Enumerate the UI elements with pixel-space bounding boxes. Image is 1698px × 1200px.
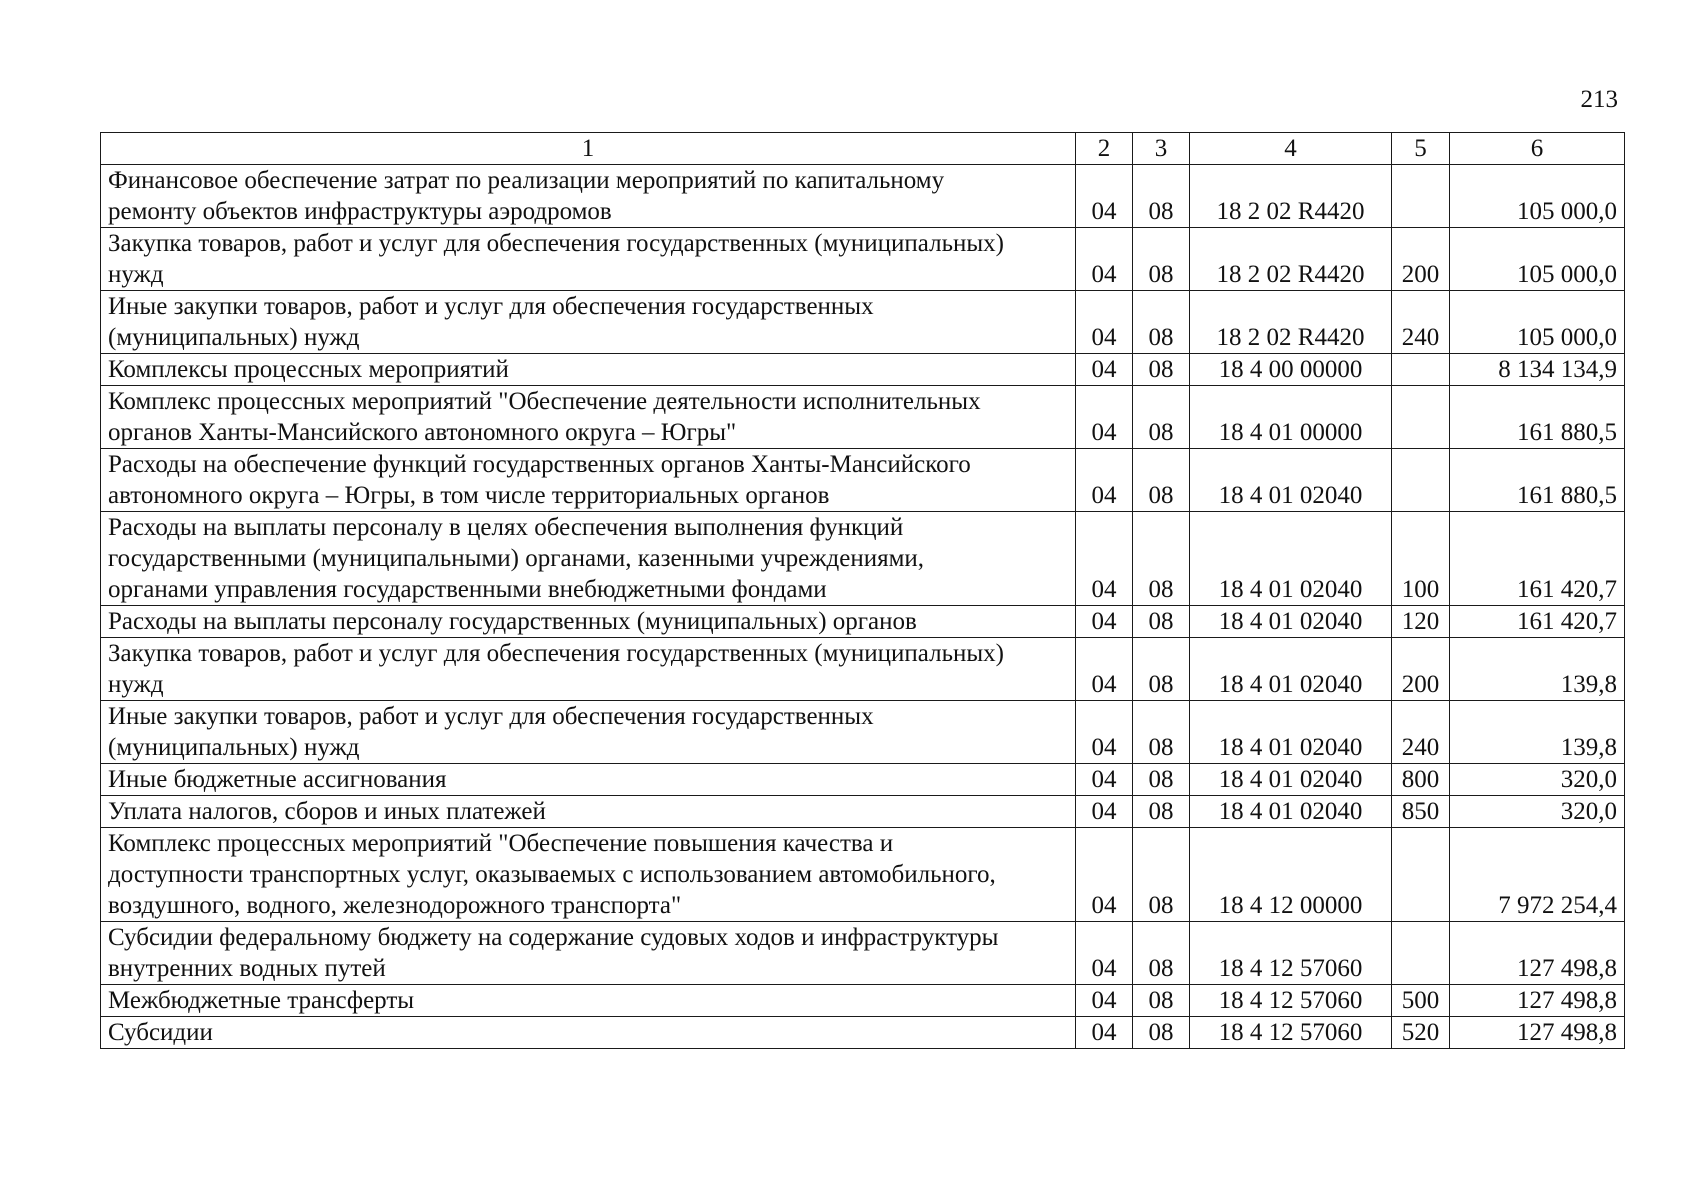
- subsection-code-cell: 08: [1133, 922, 1190, 985]
- item-name-line: Межбюджетные трансферты: [108, 987, 415, 1014]
- item-name-cell: [101, 828, 1076, 922]
- subsection-code-cell: 08: [1133, 291, 1190, 354]
- item-name-line: Закупка товаров, работ и услуг для обеспечения государственных (муниципальных): [108, 640, 1004, 667]
- target-article-cell: 18 4 01 02040: [1190, 606, 1392, 638]
- subsection-code-cell: 08: [1133, 606, 1190, 638]
- item-name-cell: [101, 701, 1076, 764]
- target-article-cell: 18 4 01 02040: [1190, 638, 1392, 701]
- amount-cell: 320,0: [1450, 764, 1625, 796]
- item-name-line: Уплата налогов, сборов и иных платежей: [108, 798, 546, 825]
- section-code-cell: 04: [1076, 796, 1133, 828]
- item-name-line: ремонту объектов инфраструктуры аэродромов: [108, 198, 612, 225]
- amount-cell: 7 972 254,4: [1450, 828, 1625, 922]
- item-name-line: Расходы на обеспечение функций государственных органов Ханты-Мансийского: [108, 451, 971, 478]
- subsection-code-cell: 08: [1133, 985, 1190, 1017]
- column-header: 5: [1392, 133, 1450, 165]
- expense-type-cell: 100: [1392, 512, 1450, 606]
- subsection-code-cell: 08: [1133, 165, 1190, 228]
- section-code-cell: 04: [1076, 638, 1133, 701]
- subsection-code-cell: 08: [1133, 1017, 1190, 1049]
- amount-cell: 161 420,7: [1450, 512, 1625, 606]
- page-number: 213: [1580, 86, 1618, 113]
- item-name-line: Закупка товаров, работ и услуг для обеспечения государственных (муниципальных): [108, 230, 1004, 257]
- amount-cell: 139,8: [1450, 638, 1625, 701]
- table-row: [101, 796, 1625, 828]
- expense-type-cell: [1392, 922, 1450, 985]
- amount-cell: 105 000,0: [1450, 291, 1625, 354]
- target-article-cell: 18 4 00 00000: [1190, 354, 1392, 386]
- subsection-code-cell: 08: [1133, 828, 1190, 922]
- target-article-cell: 18 2 02 R4420: [1190, 228, 1392, 291]
- amount-cell: 320,0: [1450, 796, 1625, 828]
- item-name-line: нужд: [108, 261, 164, 288]
- item-name-line: государственными (муниципальными) органами, казенными учреждениями,: [108, 545, 925, 572]
- item-name-line: автономного округа – Югры, в том числе территориальных органов: [108, 482, 830, 509]
- item-name-line: органами управления государственными внебюджетными фондами: [108, 576, 827, 603]
- expense-type-cell: [1392, 165, 1450, 228]
- item-name-cell: [101, 1017, 1076, 1049]
- table-row: [101, 165, 1625, 228]
- amount-cell: 105 000,0: [1450, 165, 1625, 228]
- item-name-cell: [101, 606, 1076, 638]
- target-article-cell: 18 4 01 02040: [1190, 512, 1392, 606]
- item-name-line: (муниципальных) нужд: [108, 324, 360, 351]
- amount-cell: 139,8: [1450, 701, 1625, 764]
- item-name-cell: [101, 291, 1076, 354]
- expense-type-cell: 120: [1392, 606, 1450, 638]
- column-header: 2: [1076, 133, 1133, 165]
- table-row: [101, 764, 1625, 796]
- target-article-cell: 18 4 01 02040: [1190, 764, 1392, 796]
- section-code-cell: 04: [1076, 354, 1133, 386]
- subsection-code-cell: 08: [1133, 449, 1190, 512]
- section-code-cell: 04: [1076, 512, 1133, 606]
- item-name-line: воздушного, водного, железнодорожного транспорта": [108, 892, 682, 919]
- item-name-line: Расходы на выплаты персоналу государственных (муниципальных) органов: [108, 608, 917, 635]
- target-article-cell: 18 4 12 57060: [1190, 985, 1392, 1017]
- amount-cell: 8 134 134,9: [1450, 354, 1625, 386]
- item-name-line: органов Ханты-Мансийского автономного округа – Югры": [108, 419, 737, 446]
- table-row: [101, 228, 1625, 291]
- expense-type-cell: 200: [1392, 228, 1450, 291]
- amount-cell: 127 498,8: [1450, 922, 1625, 985]
- subsection-code-cell: 08: [1133, 354, 1190, 386]
- budget-table: [100, 132, 1625, 1049]
- section-code-cell: 04: [1076, 1017, 1133, 1049]
- table-header-row: [101, 133, 1625, 165]
- expense-type-cell: 240: [1392, 291, 1450, 354]
- expense-type-cell: 240: [1392, 701, 1450, 764]
- item-name-line: Расходы на выплаты персоналу в целях обеспечения выполнения функций: [108, 514, 904, 541]
- item-name-line: Субсидии федеральному бюджету на содержание судовых ходов и инфраструктуры: [108, 924, 999, 951]
- expense-type-cell: 800: [1392, 764, 1450, 796]
- expense-type-cell: 500: [1392, 985, 1450, 1017]
- item-name-line: доступности транспортных услуг, оказываемых с использованием автомобильного,: [108, 861, 996, 888]
- subsection-code-cell: 08: [1133, 701, 1190, 764]
- section-code-cell: 04: [1076, 606, 1133, 638]
- column-header: 3: [1133, 133, 1190, 165]
- section-code-cell: 04: [1076, 228, 1133, 291]
- section-code-cell: 04: [1076, 922, 1133, 985]
- subsection-code-cell: 08: [1133, 512, 1190, 606]
- item-name-line: Комплексы процессных мероприятий: [108, 356, 509, 383]
- item-name-cell: [101, 796, 1076, 828]
- subsection-code-cell: 08: [1133, 638, 1190, 701]
- section-code-cell: 04: [1076, 985, 1133, 1017]
- item-name-line: внутренних водных путей: [108, 955, 386, 982]
- table-row: [101, 291, 1625, 354]
- target-article-cell: 18 4 01 02040: [1190, 796, 1392, 828]
- section-code-cell: 04: [1076, 764, 1133, 796]
- target-article-cell: 18 4 01 02040: [1190, 449, 1392, 512]
- subsection-code-cell: 08: [1133, 386, 1190, 449]
- target-article-cell: 18 4 12 57060: [1190, 922, 1392, 985]
- expense-type-cell: [1392, 354, 1450, 386]
- item-name-line: Комплекс процессных мероприятий "Обеспечение деятельности исполнительных: [108, 388, 981, 415]
- table-row: [101, 354, 1625, 386]
- target-article-cell: 18 2 02 R4420: [1190, 291, 1392, 354]
- target-article-cell: 18 2 02 R4420: [1190, 165, 1392, 228]
- item-name-line: Иные закупки товаров, работ и услуг для обеспечения государственных: [108, 703, 874, 730]
- item-name-cell: [101, 228, 1076, 291]
- item-name-cell: [101, 922, 1076, 985]
- target-article-cell: 18 4 12 57060: [1190, 1017, 1392, 1049]
- item-name-line: нужд: [108, 671, 164, 698]
- item-name-line: Иные бюджетные ассигнования: [108, 766, 447, 793]
- amount-cell: 161 880,5: [1450, 449, 1625, 512]
- item-name-line: Субсидии: [108, 1019, 213, 1046]
- column-header: 1: [101, 133, 1076, 165]
- column-header: 6: [1450, 133, 1625, 165]
- amount-cell: 161 420,7: [1450, 606, 1625, 638]
- table-row: [101, 1017, 1625, 1049]
- subsection-code-cell: 08: [1133, 796, 1190, 828]
- item-name-cell: [101, 764, 1076, 796]
- item-name-line: Финансовое обеспечение затрат по реализации мероприятий по капитальному: [108, 167, 945, 194]
- section-code-cell: 04: [1076, 291, 1133, 354]
- section-code-cell: 04: [1076, 701, 1133, 764]
- expense-type-cell: [1392, 828, 1450, 922]
- table-row: [101, 606, 1625, 638]
- column-header: 4: [1190, 133, 1392, 165]
- subsection-code-cell: 08: [1133, 228, 1190, 291]
- table-row: [101, 512, 1625, 606]
- section-code-cell: 04: [1076, 449, 1133, 512]
- amount-cell: 161 880,5: [1450, 386, 1625, 449]
- expense-type-cell: [1392, 386, 1450, 449]
- expense-type-cell: 850: [1392, 796, 1450, 828]
- table-row: [101, 386, 1625, 449]
- table-row: [101, 701, 1625, 764]
- item-name-cell: [101, 985, 1076, 1017]
- subsection-code-cell: 08: [1133, 764, 1190, 796]
- item-name-line: Комплекс процессных мероприятий "Обеспечение повышения качества и: [108, 830, 894, 857]
- item-name-cell: [101, 354, 1076, 386]
- item-name-cell: [101, 638, 1076, 701]
- amount-cell: 127 498,8: [1450, 1017, 1625, 1049]
- table-row: [101, 638, 1625, 701]
- amount-cell: 127 498,8: [1450, 985, 1625, 1017]
- item-name-cell: [101, 512, 1076, 606]
- target-article-cell: 18 4 01 02040: [1190, 701, 1392, 764]
- expense-type-cell: [1392, 449, 1450, 512]
- section-code-cell: 04: [1076, 828, 1133, 922]
- section-code-cell: 04: [1076, 165, 1133, 228]
- target-article-cell: 18 4 01 00000: [1190, 386, 1392, 449]
- item-name-cell: [101, 165, 1076, 228]
- expense-type-cell: 200: [1392, 638, 1450, 701]
- item-name-line: (муниципальных) нужд: [108, 734, 360, 761]
- item-name-line: Иные закупки товаров, работ и услуг для обеспечения государственных: [108, 293, 874, 320]
- expense-type-cell: 520: [1392, 1017, 1450, 1049]
- item-name-cell: [101, 386, 1076, 449]
- table-row: [101, 449, 1625, 512]
- item-name-cell: [101, 449, 1076, 512]
- amount-cell: 105 000,0: [1450, 228, 1625, 291]
- section-code-cell: 04: [1076, 386, 1133, 449]
- table-row: [101, 922, 1625, 985]
- target-article-cell: 18 4 12 00000: [1190, 828, 1392, 922]
- table-row: [101, 828, 1625, 922]
- table-row: [101, 985, 1625, 1017]
